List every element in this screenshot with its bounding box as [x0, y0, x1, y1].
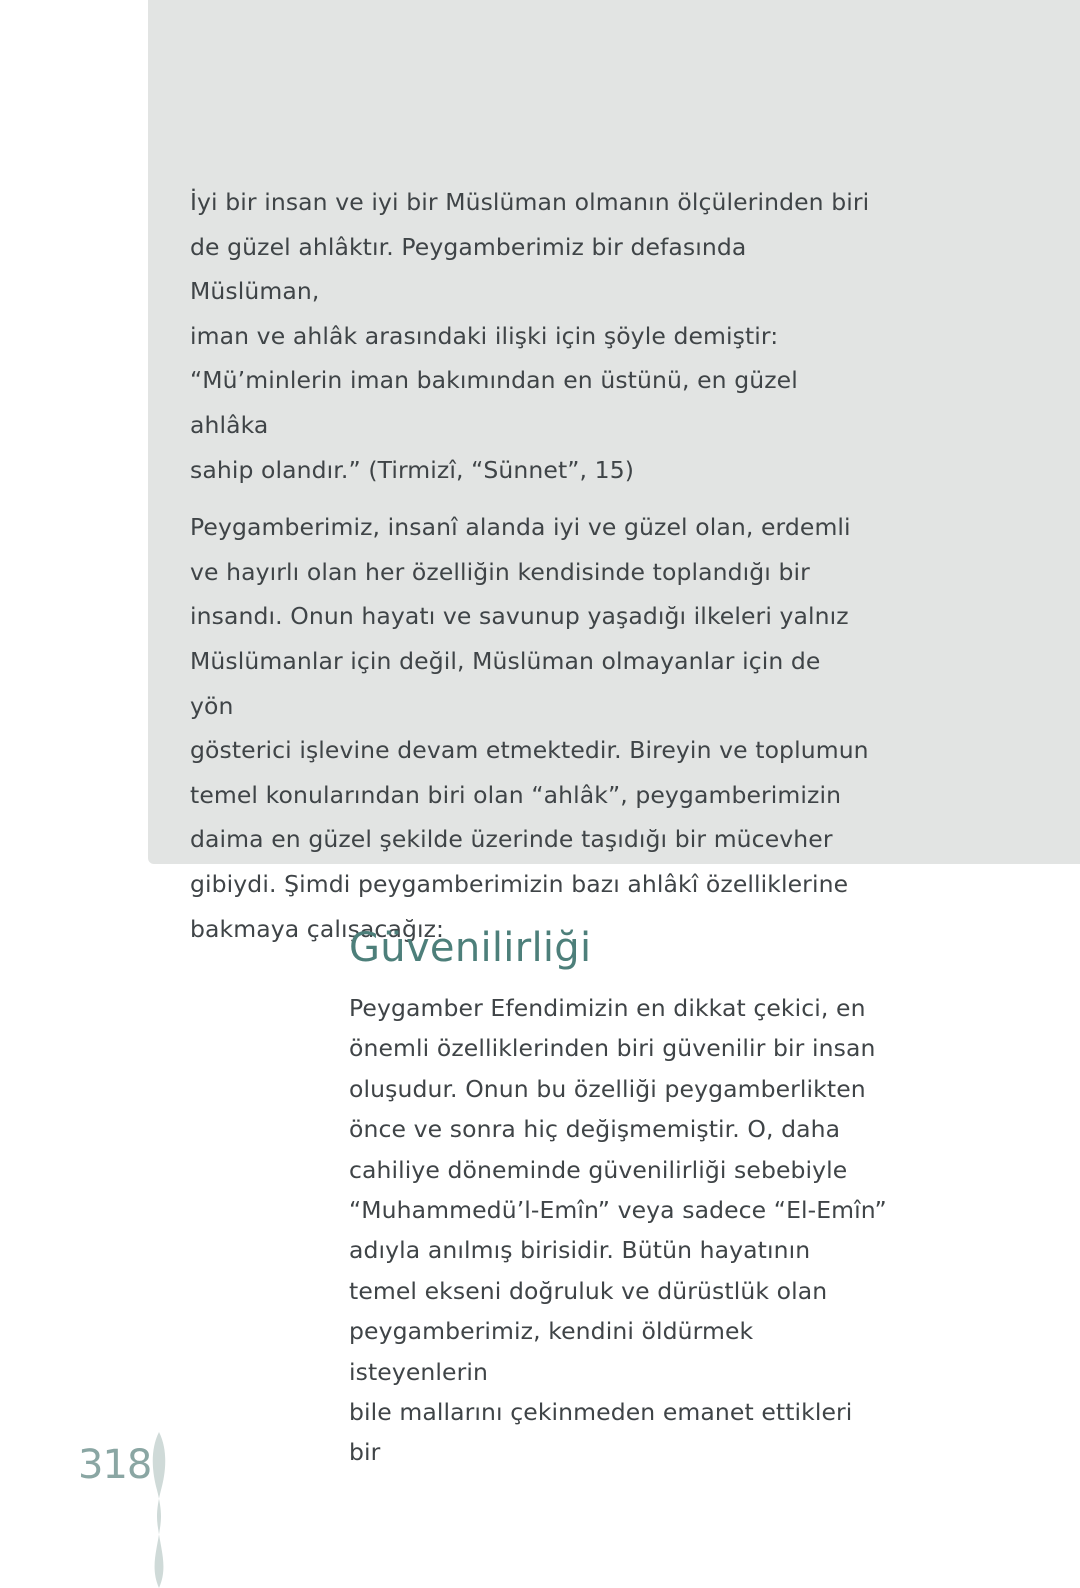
- intro-paragraph: Peygamberimiz, insanî alanda iyi ve güzel olan, erdemli ve hayırlı olan her özelliğin kendisinde toplandığı bir insandı. Onun hayatı ve savunup yaşadığı ilkeleri yalnız Müslümanlar için değil, Müslüman olmayanlar için de yön gösterici işlevine devam etmektedir. Bireyin ve toplumun temel konularından biri olan “ahlâk”, peygamberimizin daima en güzel şekilde üzerinde taşıdığı bir mücevher gibiydi. Şimdi peygamberimizin bazı ahlâkî özelliklerine bakmaya çalışacağız:: [190, 513, 869, 943]
- decorative-wave-ornament: [146, 1432, 172, 1588]
- intro-paragraph: İyi bir insan ve iyi bir Müslüman olmanın ölçülerinden biri de güzel ahlâktır. Peygamberimiz bir defasında Müslüman, iman ve ahlâk arasındaki ilişki için şöyle demiştir: “Mü’minlerin iman bakımından en üstünü, en güzel ahlâka sahip olandır.” (Tirmizî, “Sünnet”, 15): [190, 188, 870, 484]
- section-body: Peygamber Efendimizin en dikkat çekici, en önemli özelliklerinden biri güvenilir bir insan oluşudur. Onun bu özelliği peygamberlikten önce ve sonra hiç değişmemiştir. O, daha cahiliye döneminde güvenilirliği sebebiyle “Muhammedü’l-Emîn” veya sadece “El-Emîn” adıyla anılmış birisidir. Bütün hayatının temel ekseni doğruluk ve dürüstlük olan peygamberimiz, kendini öldürmek isteyenlerin bile mallarını çekinmeden emanet ettikleri bir: [349, 994, 887, 1467]
- page-number: 318: [78, 1442, 152, 1488]
- intro-text: [190, 180, 870, 951]
- section-title: Güvenilirliği: [349, 925, 592, 971]
